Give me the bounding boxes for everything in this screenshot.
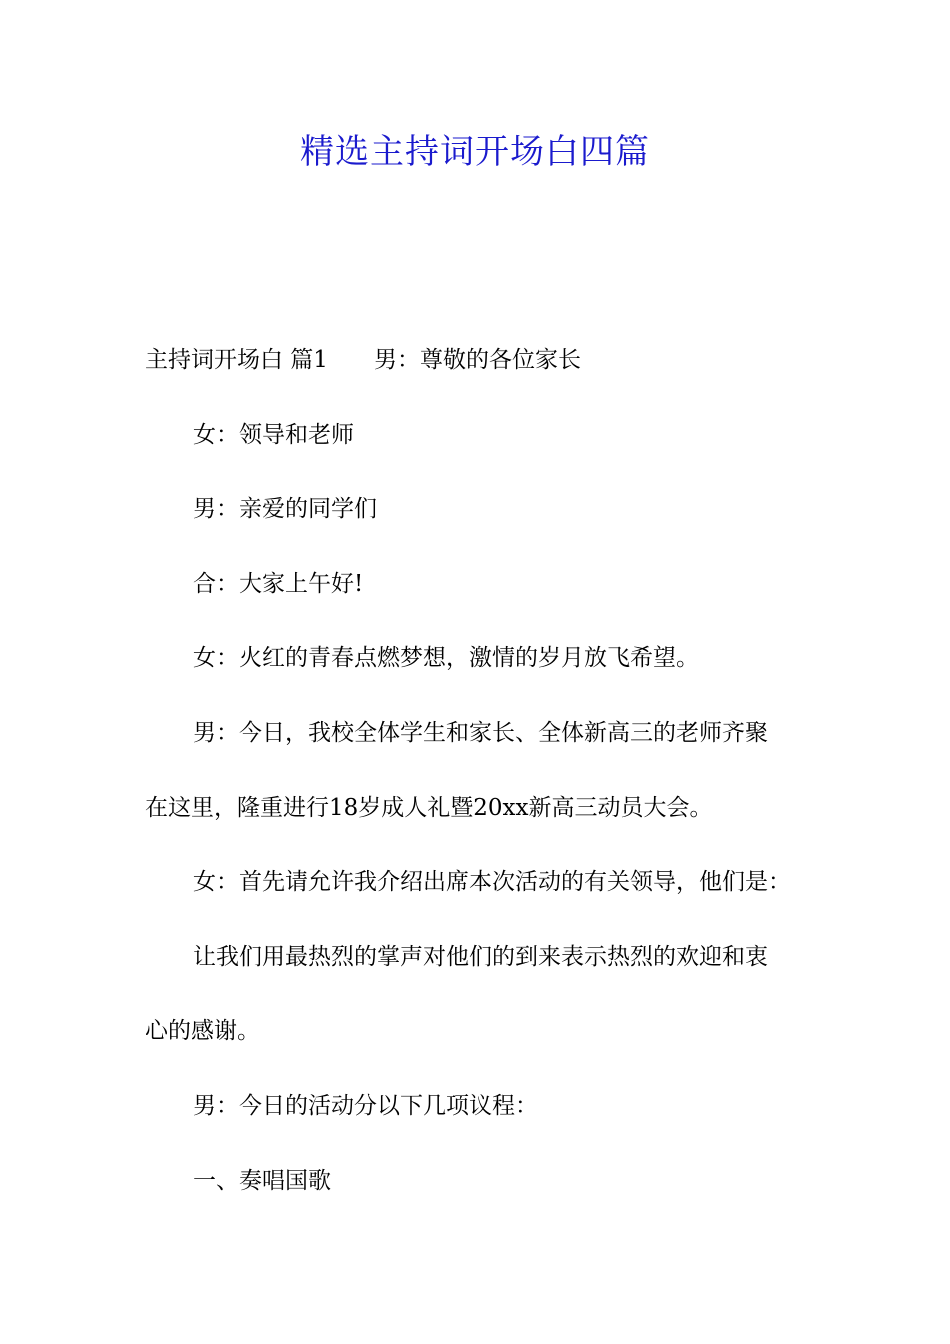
section-heading: 主持词开场白 篇1	[145, 347, 328, 373]
document-body	[145, 338, 807, 1233]
paragraph-line-3: 男：亲爱的同学们	[193, 496, 377, 523]
paragraph-line-12: 一、奏唱国歌	[193, 1167, 331, 1194]
paragraph-line-7: 在这里，隆重进行18岁成人礼暨20xx新高三动员大会。	[145, 794, 713, 821]
paragraph-line-11: 男：今日的活动分以下几项议程：	[193, 1092, 538, 1119]
section-heading-line	[145, 338, 807, 413]
paragraph-line-10: 心的感谢。	[145, 1018, 260, 1045]
paragraph-line-8: 女：首先请允许我介绍出席本次活动的有关领导，他们是：	[193, 869, 791, 896]
paragraph-line-5: 女：火红的青春点燃梦想，激情的岁月放飞希望。	[193, 645, 699, 672]
paragraph-line-9: 让我们用最热烈的掌声对他们的到来表示热烈的欢迎和衷	[193, 943, 768, 970]
paragraph-line-4: 合：大家上午好!	[193, 570, 364, 597]
paragraph-line-1: 男：尊敬的各位家长	[373, 347, 581, 373]
paragraph-line-2: 女：领导和老师	[193, 421, 354, 448]
document-title: 精选主持词开场白四篇	[300, 132, 650, 172]
paragraph-line-6: 男：今日，我校全体学生和家长、全体新高三的老师齐聚	[193, 719, 768, 746]
